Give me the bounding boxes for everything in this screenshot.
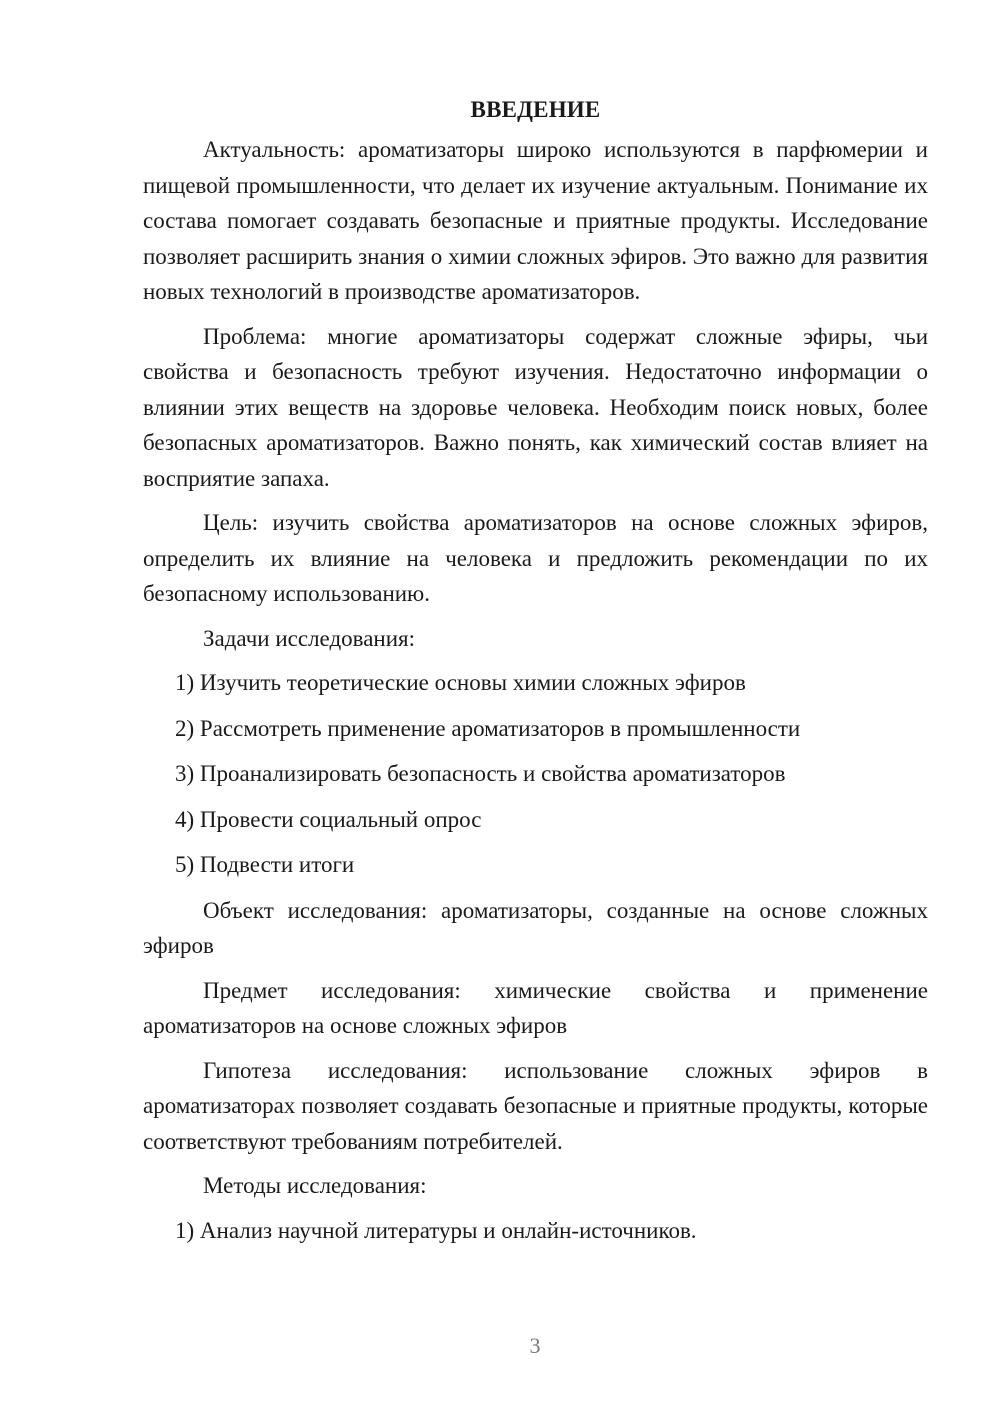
subject-paragraph: Предмет исследования: химические свойства и применение ароматизаторов на основе сложных эфиров	[143, 977, 928, 1038]
page-title: ВВЕДЕНИЕ	[470, 97, 601, 122]
task-item: 4) Провести социальный опрос	[175, 806, 482, 832]
tasks-list	[143, 665, 928, 883]
document-page	[143, 92, 928, 1258]
page-number: 3	[529, 1333, 541, 1358]
task-item: 2) Рассмотреть применение ароматизаторов в промышленности	[175, 715, 801, 741]
methods-list	[143, 1213, 928, 1249]
relevance-paragraph: Актуальность: ароматизаторы широко используются в парфюмерии и пищевой промышленности, что делает их изучение актуальным. Понимание их состава помогает создавать безопасные и приятные продукты. Исследование позволяет расширить знания о химии сложных эфиров. Это важно для развития новых технологий в производстве ароматизаторов.	[143, 137, 928, 304]
hypothesis-paragraph: Гипотеза исследования: использование сложных эфиров в ароматизаторах позволяет создавать безопасные и приятные продукты, которые соответствуют требованиям потребителей.	[143, 1057, 928, 1154]
task-item: 5) Подвести итоги	[175, 852, 355, 877]
methods-heading: Методы исследования:	[203, 1173, 427, 1198]
task-item: 1) Изучить теоретические основы химии сложных эфиров	[175, 670, 746, 695]
problem-paragraph: Проблема: многие ароматизаторы содержат сложные эфиры, чьи свойства и безопасность требуют изучения. Недостаточно информации о влиянии этих веществ на здоровье человека. Необходим поиск новых, более безопасных ароматизаторов. Важно понять, как химический состав влияет на восприятие запаха.	[143, 323, 928, 491]
tasks-heading: Задачи исследования:	[203, 625, 416, 651]
object-paragraph: Объект исследования: ароматизаторы, созданные на основе сложных эфиров	[143, 897, 928, 958]
goal-paragraph: Цель: изучить свойства ароматизаторов на основе сложных эфиров, определить их влияние на человека и предложить рекомендации по их безопасному использованию.	[143, 510, 928, 606]
task-item: 3) Проанализировать безопасность и свойства ароматизаторов	[175, 761, 786, 786]
method-item: 1) Анализ научной литературы и онлайн-источников.	[175, 1217, 697, 1243]
